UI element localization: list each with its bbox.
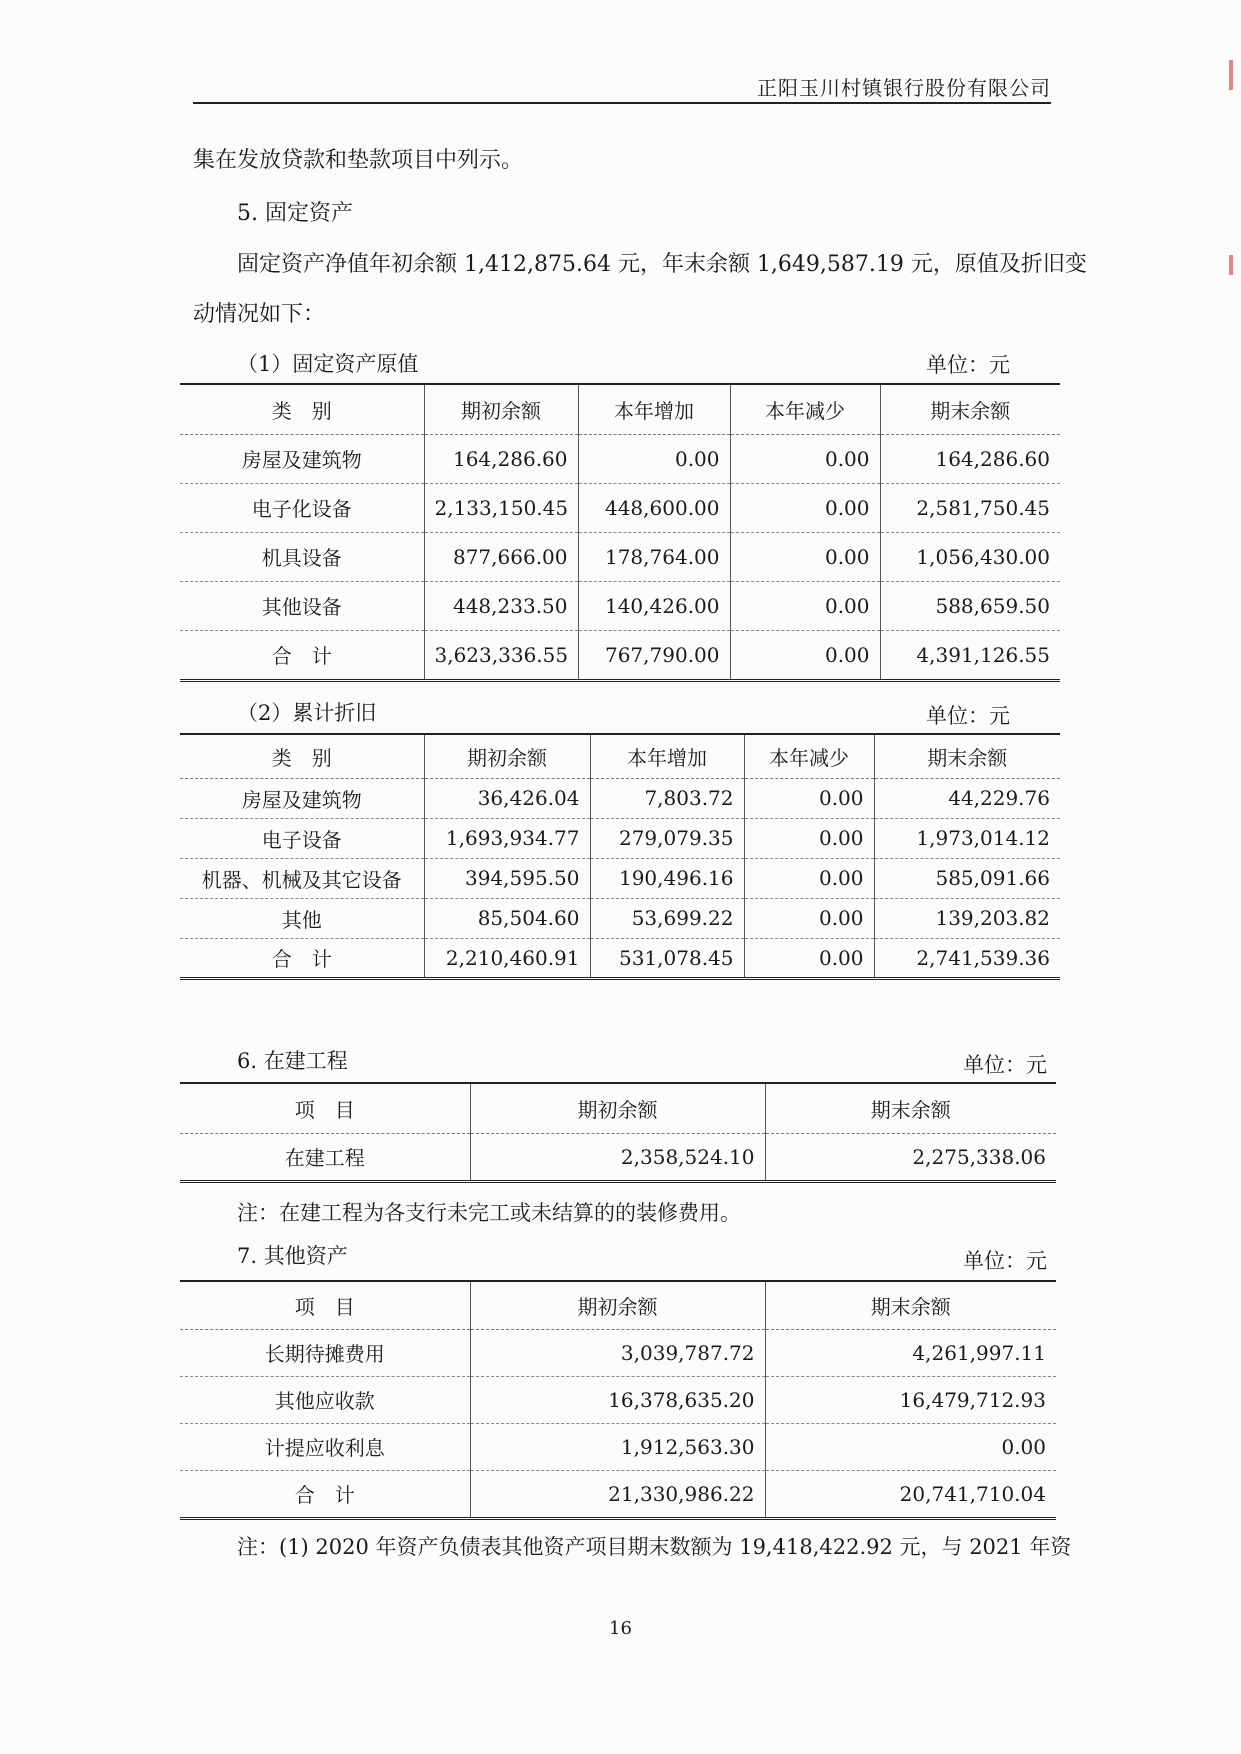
- decrease: 0.00: [744, 898, 874, 938]
- row-label: 机器、机械及其它设备: [180, 858, 424, 898]
- column-header: 类 别: [180, 384, 424, 434]
- opening-balance: 2,358,524.10: [470, 1133, 765, 1181]
- row-label: 合 计: [271, 947, 332, 971]
- increase: 279,079.35: [590, 818, 744, 858]
- closing-balance: 585,091.66: [874, 858, 1060, 898]
- opening-balance: 36,426.04: [424, 778, 590, 818]
- increase: 0.00: [578, 434, 730, 483]
- table-row: [180, 483, 1060, 532]
- opening-balance: 3,039,787.72: [470, 1329, 765, 1376]
- row-label: 合 计: [294, 1483, 355, 1507]
- opening-balance: 2,133,150.45: [424, 483, 578, 532]
- row-label: 其他: [180, 898, 424, 938]
- table-row: [180, 1376, 1056, 1423]
- row-label: 其他应收款: [180, 1376, 470, 1423]
- increase: 767,790.00: [578, 630, 730, 680]
- table1-unit: 单位：元: [926, 353, 1010, 377]
- table-row: [180, 1423, 1056, 1470]
- column-header: 本年增加: [578, 384, 730, 434]
- row-label: 其他设备: [180, 581, 424, 630]
- table-header-row: [180, 734, 1060, 778]
- construction-in-progress-table: [180, 1082, 1056, 1183]
- table-row: [180, 1133, 1056, 1181]
- decrease: 0.00: [730, 630, 880, 680]
- row-label: 合 计: [271, 644, 332, 668]
- closing-balance: 588,659.50: [880, 581, 1060, 630]
- increase: 140,426.00: [578, 581, 730, 630]
- accumulated-depreciation-table: [180, 733, 1060, 980]
- closing-balance: 1,056,430.00: [880, 532, 1060, 581]
- table-row: [180, 581, 1060, 630]
- column-header: 本年减少: [730, 384, 880, 434]
- company-name: 正阳玉川村镇银行股份有限公司: [757, 76, 1051, 100]
- scan-edge-mark: [1229, 255, 1233, 275]
- opening-balance: 2,210,460.91: [424, 938, 590, 978]
- table-row: [180, 898, 1060, 938]
- column-header: 期初余额: [470, 1083, 765, 1133]
- row-label: 计提应收利息: [180, 1423, 470, 1470]
- decrease: 0.00: [730, 483, 880, 532]
- fixed-assets-original-table: [180, 383, 1060, 682]
- section5-heading: 5. 固定资产: [237, 201, 353, 226]
- column-header: 项 目: [180, 1083, 470, 1133]
- row-label: 房屋及建筑物: [180, 778, 424, 818]
- decrease: 0.00: [744, 938, 874, 978]
- table-total-row: [180, 1470, 1056, 1518]
- column-header: 本年减少: [744, 734, 874, 778]
- section7-unit: 单位：元: [963, 1249, 1047, 1273]
- section7-note: 注：(1) 2020 年资产负债表其他资产项目期末数额为 19,418,422.92 元，与 2021 年资: [237, 1535, 1072, 1559]
- section7-heading: 7. 其他资产: [237, 1244, 348, 1268]
- column-header: 期初余额: [470, 1281, 765, 1329]
- opening-balance: 21,330,986.22: [470, 1470, 765, 1518]
- column-header: 项 目: [180, 1281, 470, 1329]
- increase: 448,600.00: [578, 483, 730, 532]
- section5-paragraph-line2: 动情况如下：: [193, 302, 326, 327]
- decrease: 0.00: [730, 532, 880, 581]
- increase: 7,803.72: [590, 778, 744, 818]
- column-header: 期末余额: [765, 1281, 1056, 1329]
- section6-heading: 6. 在建工程: [237, 1049, 348, 1073]
- increase: 531,078.45: [590, 938, 744, 978]
- page-number: 16: [609, 1618, 632, 1639]
- opening-balance: 16,378,635.20: [470, 1376, 765, 1423]
- column-header: 期末余额: [765, 1083, 1056, 1133]
- row-label: 房屋及建筑物: [180, 434, 424, 483]
- closing-balance: 2,275,338.06: [765, 1133, 1056, 1181]
- closing-balance: 4,261,997.11: [765, 1329, 1056, 1376]
- closing-balance: 16,479,712.93: [765, 1376, 1056, 1423]
- column-header: 期初余额: [424, 734, 590, 778]
- decrease: 0.00: [744, 818, 874, 858]
- closing-balance: 139,203.82: [874, 898, 1060, 938]
- table-header-row: [180, 384, 1060, 434]
- table-total-row: [180, 630, 1060, 680]
- section6-unit: 单位：元: [963, 1053, 1047, 1077]
- header-rule: [193, 102, 1051, 104]
- opening-balance: 448,233.50: [424, 581, 578, 630]
- opening-balance: 1,912,563.30: [470, 1423, 765, 1470]
- decrease: 0.00: [744, 858, 874, 898]
- table-header-row: [180, 1281, 1056, 1329]
- increase: 178,764.00: [578, 532, 730, 581]
- table-row: [180, 1329, 1056, 1376]
- column-header: 期末余额: [874, 734, 1060, 778]
- column-header: 类 别: [180, 734, 424, 778]
- column-header: 期初余额: [424, 384, 578, 434]
- table-row: [180, 778, 1060, 818]
- closing-balance: 164,286.60: [880, 434, 1060, 483]
- table2-unit: 单位：元: [926, 704, 1010, 728]
- increase: 53,699.22: [590, 898, 744, 938]
- table2-title: （2）累计折旧: [237, 701, 377, 725]
- closing-balance: 4,391,126.55: [880, 630, 1060, 680]
- closing-balance: 20,741,710.04: [765, 1470, 1056, 1518]
- opening-balance: 3,623,336.55: [424, 630, 578, 680]
- table1-title: （1）固定资产原值: [237, 352, 419, 376]
- closing-balance: 44,229.76: [874, 778, 1060, 818]
- row-label: 在建工程: [284, 1146, 365, 1170]
- closing-balance: 2,741,539.36: [874, 938, 1060, 978]
- opening-balance: 394,595.50: [424, 858, 590, 898]
- table-row: [180, 858, 1060, 898]
- opening-balance: 1,693,934.77: [424, 818, 590, 858]
- table-header-row: [180, 1083, 1056, 1133]
- closing-balance: 1,973,014.12: [874, 818, 1060, 858]
- scan-edge-mark: [1229, 60, 1233, 90]
- table-row: [180, 434, 1060, 483]
- table-row: [180, 532, 1060, 581]
- row-label: 机具设备: [180, 532, 424, 581]
- other-assets-table: [180, 1280, 1056, 1520]
- opening-balance: 164,286.60: [424, 434, 578, 483]
- column-header: 本年增加: [590, 734, 744, 778]
- closing-balance: 2,581,750.45: [880, 483, 1060, 532]
- opening-balance: 877,666.00: [424, 532, 578, 581]
- row-label: 长期待摊费用: [180, 1329, 470, 1376]
- row-label: 电子化设备: [180, 483, 424, 532]
- section5-paragraph-line1: 固定资产净值年初余额 1,412,875.64 元，年末余额 1,649,587.19 元，原值及折旧变: [237, 252, 1087, 277]
- decrease: 0.00: [744, 778, 874, 818]
- table-row: [180, 818, 1060, 858]
- closing-balance: 0.00: [765, 1423, 1056, 1470]
- opening-balance: 85,504.60: [424, 898, 590, 938]
- section6-note: 注：在建工程为各支行未完工或未结算的的装修费用。: [237, 1201, 741, 1225]
- decrease: 0.00: [730, 581, 880, 630]
- row-label: 电子设备: [180, 818, 424, 858]
- increase: 190,496.16: [590, 858, 744, 898]
- decrease: 0.00: [730, 434, 880, 483]
- intro-line: 集在发放贷款和垫款项目中列示。: [193, 148, 524, 173]
- table-total-row: [180, 938, 1060, 978]
- column-header: 期末余额: [880, 384, 1060, 434]
